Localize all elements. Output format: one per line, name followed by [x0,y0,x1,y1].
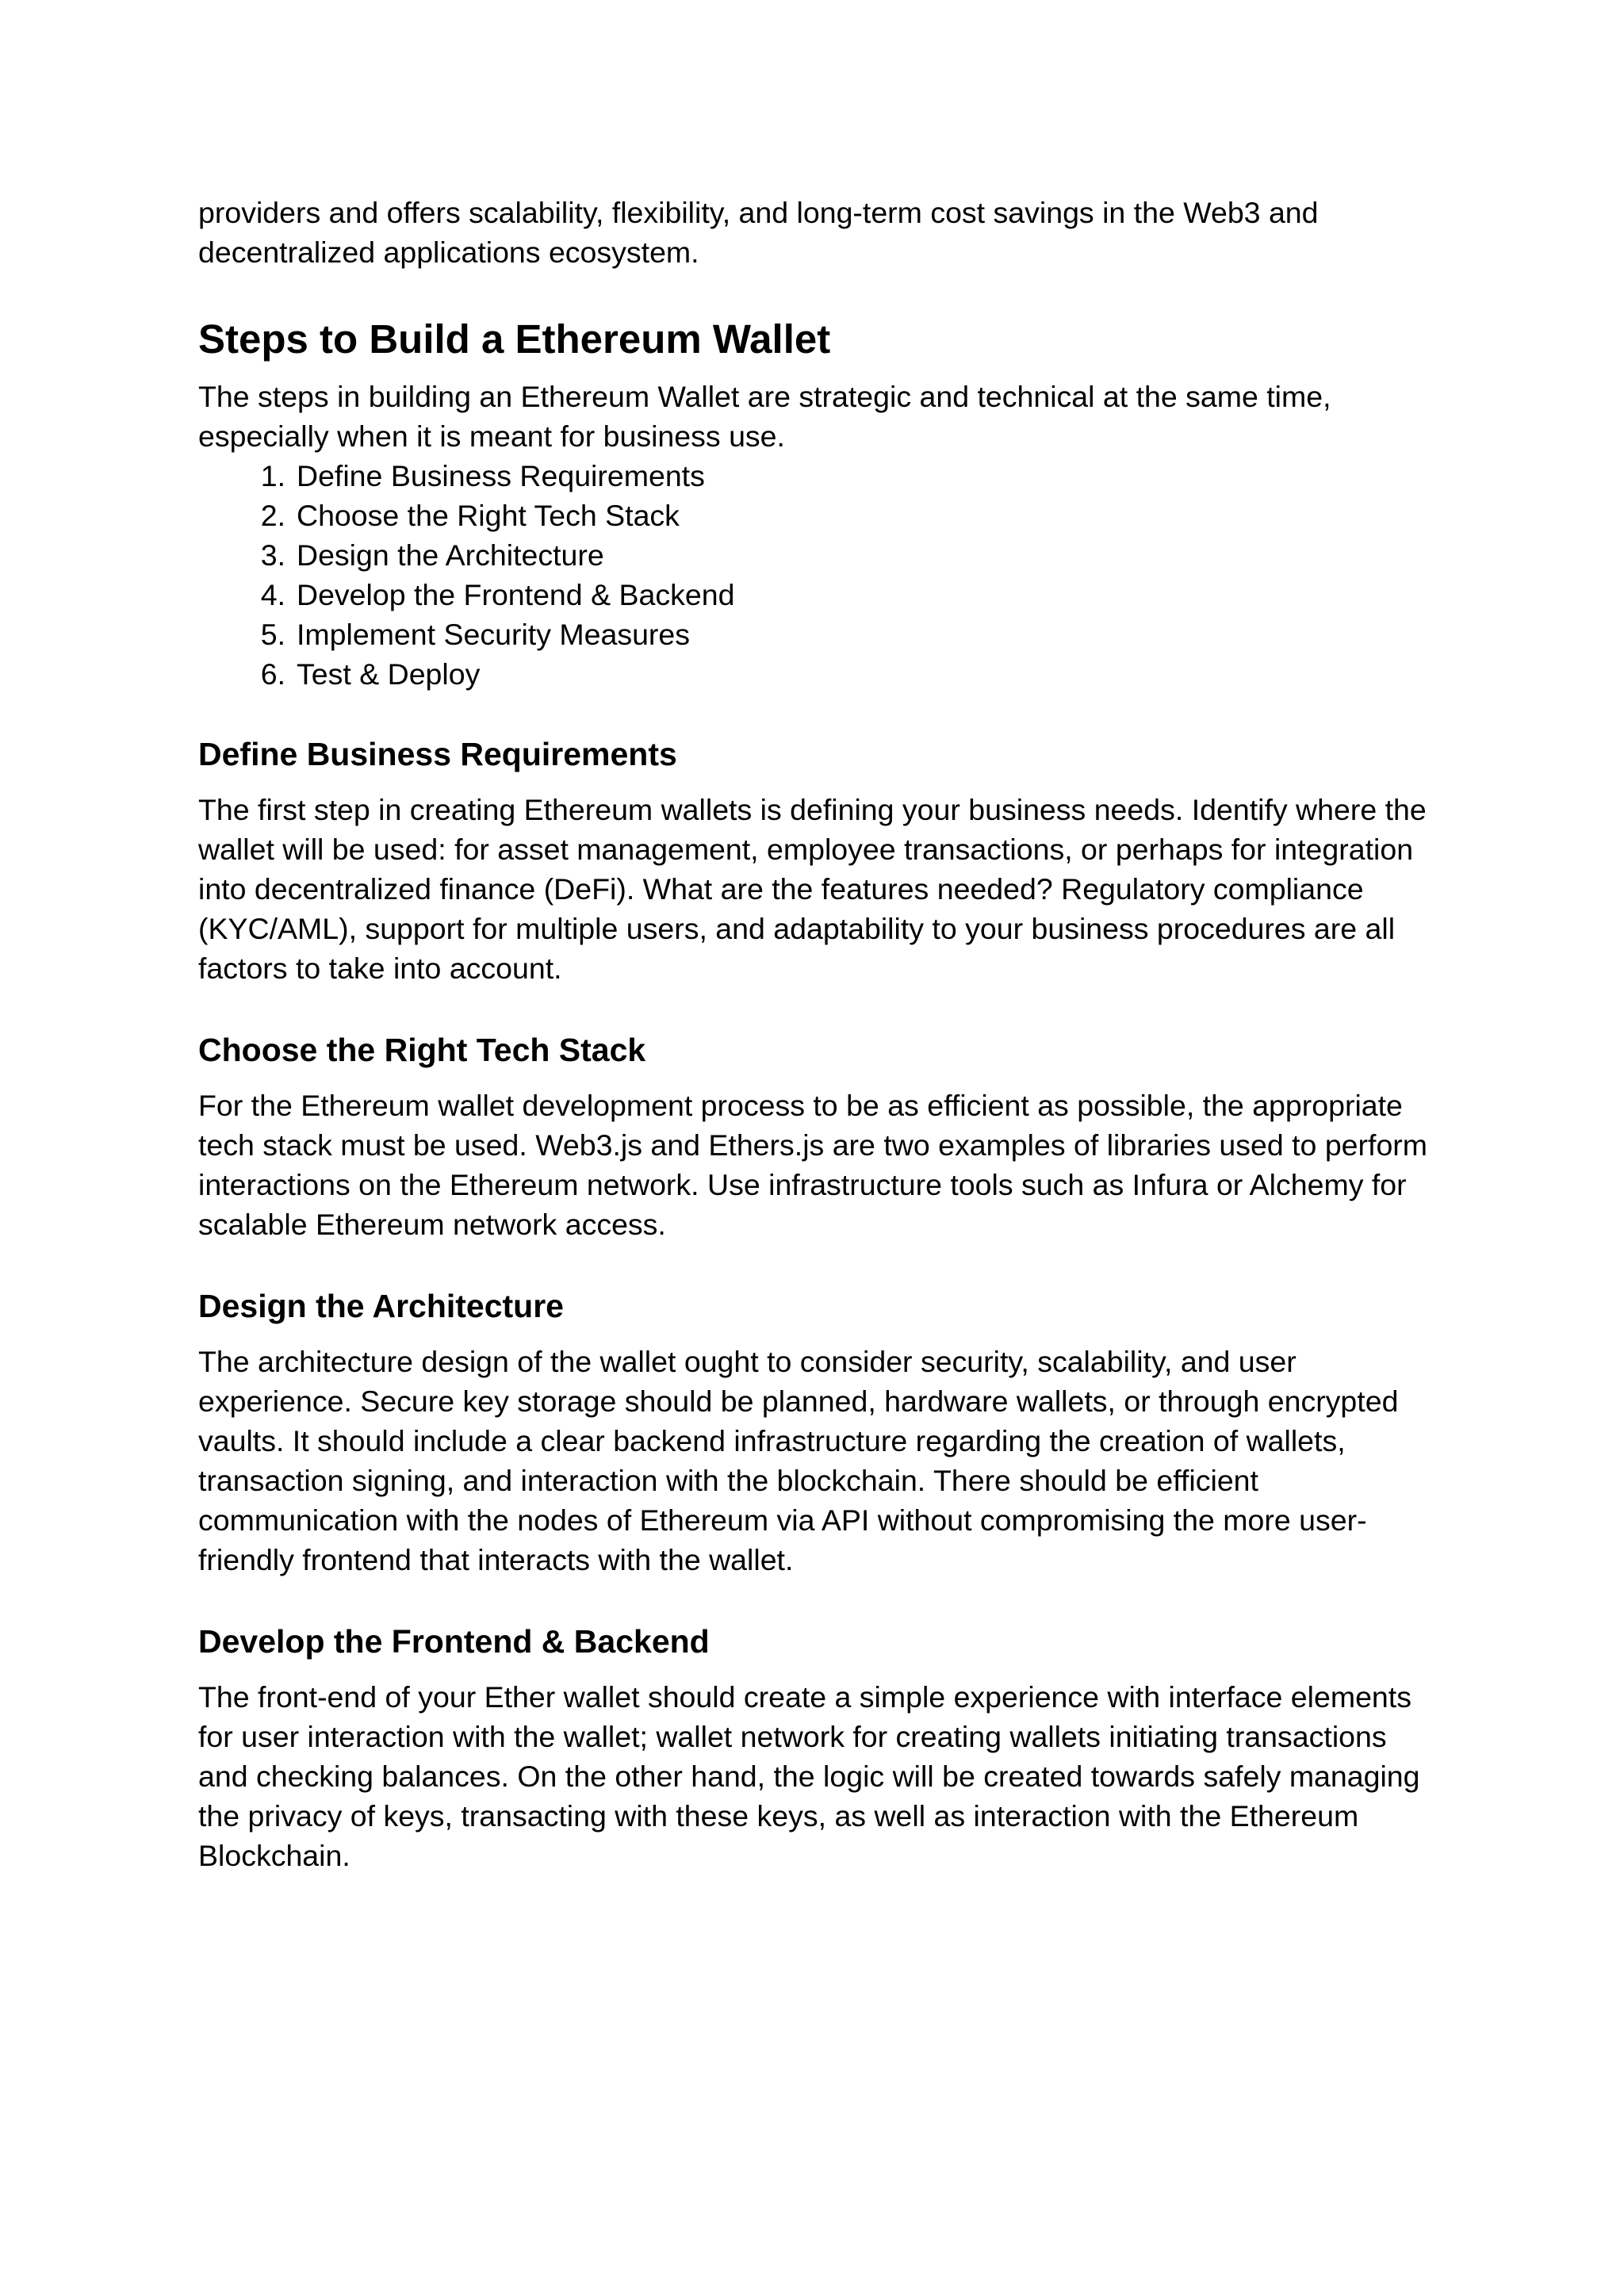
list-number: 3. [260,538,285,572]
main-heading: Steps to Build a Ethereum Wallet [198,316,831,362]
list-item-label: Define Business Requirements [297,459,705,492]
document-page [198,193,1435,1914]
list-item-label: Implement Security Measures [297,618,691,651]
section-heading: Design the Architecture [198,1288,564,1324]
main-intro-paragraph: The steps in building an Ethereum Wallet are strategic and technical at the same time, especially when it is meant for business use. [198,380,1331,453]
list-item [198,615,1435,654]
section-heading: Choose the Right Tech Stack [198,1032,646,1068]
list-number: 6. [260,657,285,691]
section-design-architecture [198,1283,1435,1580]
list-item-label: Develop the Frontend & Backend [297,578,735,611]
list-item-label: Choose the Right Tech Stack [297,499,680,532]
list-item-label: Test & Deploy [297,657,481,691]
list-item [198,575,1435,615]
list-item [198,654,1435,694]
list-number: 4. [260,578,285,611]
section-define-business-requirements [198,731,1435,988]
steps-list [198,456,1435,694]
section-heading: Develop the Frontend & Backend [198,1623,710,1660]
intro-paragraph: providers and offers scalability, flexibility, and long-term cost savings in the Web3 and decentralized applications ecosystem. [198,196,1319,269]
section-body: The architecture design of the wallet ought to consider security, scalability, and user experience. Secure key storage should be planned, hardware wallets, or through encrypted vaults. It should include a clear backend infrastructure regarding the creation of wallets, transaction signing, and interaction with the blockchain. There should be efficient communication with the nodes of Ethereum via API without compromising the more user-friendly frontend that interacts with the wallet. [198,1345,1399,1576]
list-number: 5. [260,618,285,651]
list-item [198,456,1435,496]
section-develop-frontend-backend [198,1618,1435,1875]
list-item-label: Design the Architecture [297,538,604,572]
list-number: 2. [260,499,285,532]
section-body: The first step in creating Ethereum wallets is defining your business needs. Identify where the wallet will be used: for asset management, employee transactions, or perhaps for integration into decentralized finance (DeFi). What are the features needed? Regulatory compliance (KYC/AML), support for multiple users, and adaptability to your business procedures are all factors to take into account. [198,793,1427,985]
section-body: For the Ethereum wallet development process to be as efficient as possible, the appropriate tech stack must be used. Web3.js and Ethers.js are two examples of libraries used to perform interactions on the Ethereum network. Use infrastructure tools such as Infura or Alchemy for scalable Ethereum network access. [198,1089,1428,1241]
section-choose-tech-stack [198,1027,1435,1244]
section-heading: Define Business Requirements [198,736,677,772]
section-body: The front-end of your Ether wallet should create a simple experience with interface elements for user interaction with the wallet; wallet network for creating wallets initiating transactions and checking balances. On the other hand, the logic will be created towards safely managing the privacy of keys, transacting with these keys, as well as interaction with the Ethereum Blockchain. [198,1680,1420,1872]
list-item [198,535,1435,575]
list-number: 1. [260,459,285,492]
list-item [198,496,1435,535]
